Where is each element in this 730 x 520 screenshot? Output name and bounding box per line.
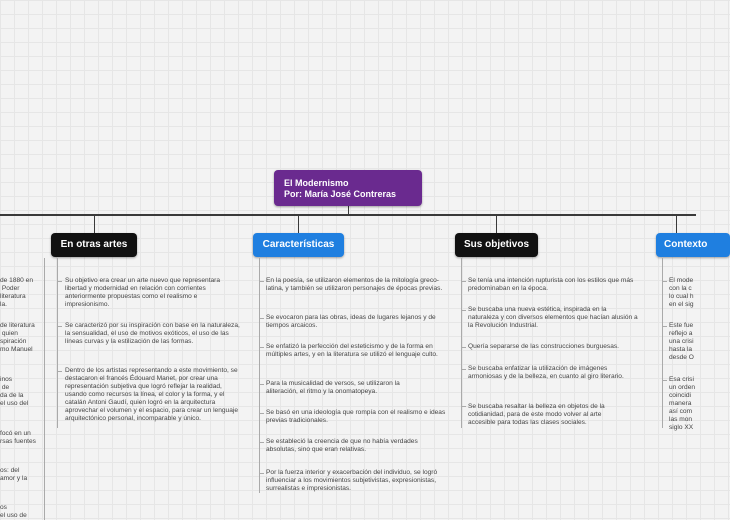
branch-note[interactable]: Dentro de los artistas representando a este movimiento, se destacaron el francés Édouard Manet, por crear una representación subjetiva que logró reflejar la realidad, usando como recursos la línea, el color y la forma, y el catalán Antoni Gaudí, quien logró en la arquitectura aprovechar el volumen y el espacio, para crear un lenguaje arquitectónico personal, incomparable y único.: [65, 367, 239, 422]
branch-note[interactable]: Este fue reflejo a una crisi hasta la desde O: [669, 322, 694, 361]
branch-connector-caracteristicas: [298, 214, 299, 234]
topic-en-otras-artes[interactable]: [51, 233, 137, 257]
item-connector: [259, 413, 264, 414]
root-author: Por: María José Contreras: [284, 189, 397, 199]
item-connector: [57, 371, 62, 372]
topic-label: Contexto: [664, 239, 708, 250]
branch-note[interactable]: Para la musicalidad de versos, se utilizaron la aliteración, el ritmo y la onomatopeya.: [266, 380, 400, 395]
branch-note[interactable]: Por la fuerza interior y exacerbación del individuo, se logró influenciar a los movimientos subjetivistas, expresionistas, surrealistas e impresionistas.: [266, 469, 438, 492]
branch-connector-contexto: [676, 214, 677, 234]
branch-connector-objetivos: [496, 214, 497, 234]
branch-line-contexto: [662, 258, 663, 428]
branch-note[interactable]: Se caracterizó por su inspiración con base en la naturaleza, la sensualidad, el uso de motivos exóticos, el uso de las líneas curvas y la estilización de las formas.: [65, 322, 240, 345]
item-connector: [662, 380, 667, 381]
left-fragment-note[interactable]: de 1880 en Poder literatura la.: [0, 277, 34, 308]
branch-connector-otras-artes: [94, 214, 95, 234]
branch-note[interactable]: Se evocaron para las obras, ideas de lugares lejanos y de tiempos arcaicos.: [266, 314, 436, 329]
topic-label: En otras artes: [60, 239, 128, 250]
branch-note[interactable]: En la poesía, se utilizaron elementos de la mitología greco-latina, y también se utilizaron personajes de épocas previas.: [266, 277, 443, 292]
branch-note[interactable]: Se buscaba resaltar la belleza en objetos de la cotidianidad, para de este modo volver al arte accesible para todas las clases sociales.: [468, 403, 605, 426]
branch-note[interactable]: Se enfatizó la perfección del esteticismo y de la forma en múltiples artes, y en la literatura se utilizó el lenguaje culto.: [266, 343, 438, 358]
topic-sus-objetivos[interactable]: [455, 233, 538, 257]
item-connector: [461, 369, 466, 370]
root-connector: [348, 206, 349, 214]
branch-note[interactable]: Se basó en una ideología que rompía con el realismo e ideas previas tradicionales.: [266, 409, 446, 424]
item-connector: [461, 406, 466, 407]
item-connector: [461, 281, 466, 282]
item-connector: [461, 347, 466, 348]
item-connector: [461, 310, 466, 311]
topic-contexto[interactable]: [656, 233, 730, 257]
branch-note[interactable]: El mode con la c lo cual h en el sig: [669, 277, 694, 308]
item-connector: [57, 281, 62, 282]
item-connector: [662, 281, 667, 282]
branch-note[interactable]: Se buscaba enfatizar la utilización de imágenes armoniosas y de la belleza, en cuanto al giro literario.: [468, 365, 624, 380]
branch-line-objetivos: [461, 258, 462, 428]
topic-label: Sus objetivos: [463, 239, 529, 250]
item-connector: [259, 384, 264, 385]
left-fragment-note[interactable]: focó en un rsas fuentes: [0, 430, 36, 445]
root-node[interactable]: [274, 170, 422, 206]
branch-line-otras-artes: [57, 258, 58, 428]
topic-label: Características: [262, 239, 335, 250]
root-title: El Modernismo: [284, 178, 349, 188]
main-bus-line: [0, 214, 696, 216]
item-connector: [662, 326, 667, 327]
branch-note[interactable]: Se tenía una intención rupturista con los estilos que más predominaban en la época.: [468, 277, 634, 292]
item-connector: [259, 281, 264, 282]
branch-note[interactable]: Su objetivo era crear un arte nuevo que representara libertad y modernidad en relación con corrientes anteriormente propuestas como el realismo e impresionismo.: [65, 277, 221, 308]
item-connector: [259, 473, 264, 474]
item-connector: [259, 347, 264, 348]
item-connector: [259, 442, 264, 443]
branch-line-caracteristicas: [259, 258, 260, 493]
item-connector: [259, 318, 264, 319]
item-connector: [57, 326, 62, 327]
branch-note[interactable]: Se estableció la creencia de que no había verdades absolutas, sino que eran relativas.: [266, 438, 418, 453]
branch-note[interactable]: Se buscaba una nueva estética, inspirada en la naturaleza y con diversos elementos que hacían alusión a la Revolución Industrial.: [468, 306, 638, 329]
left-fragment-note[interactable]: de literatura quien spiración mo Manuel: [0, 322, 35, 353]
left-fragment-note[interactable]: os el uso de: [0, 504, 27, 519]
left-branch-line: [44, 258, 45, 520]
topic-caracteristicas[interactable]: [253, 233, 344, 257]
left-fragment-note[interactable]: os: del amor y la: [0, 467, 28, 482]
branch-note[interactable]: Quería separarse de las construcciones burguesas.: [468, 343, 620, 350]
left-fragment-note[interactable]: inos de da de la el uso del: [0, 376, 29, 407]
branch-note[interactable]: Esa crisi un orden coincidi manera así com las mon siglo XX: [669, 376, 696, 431]
